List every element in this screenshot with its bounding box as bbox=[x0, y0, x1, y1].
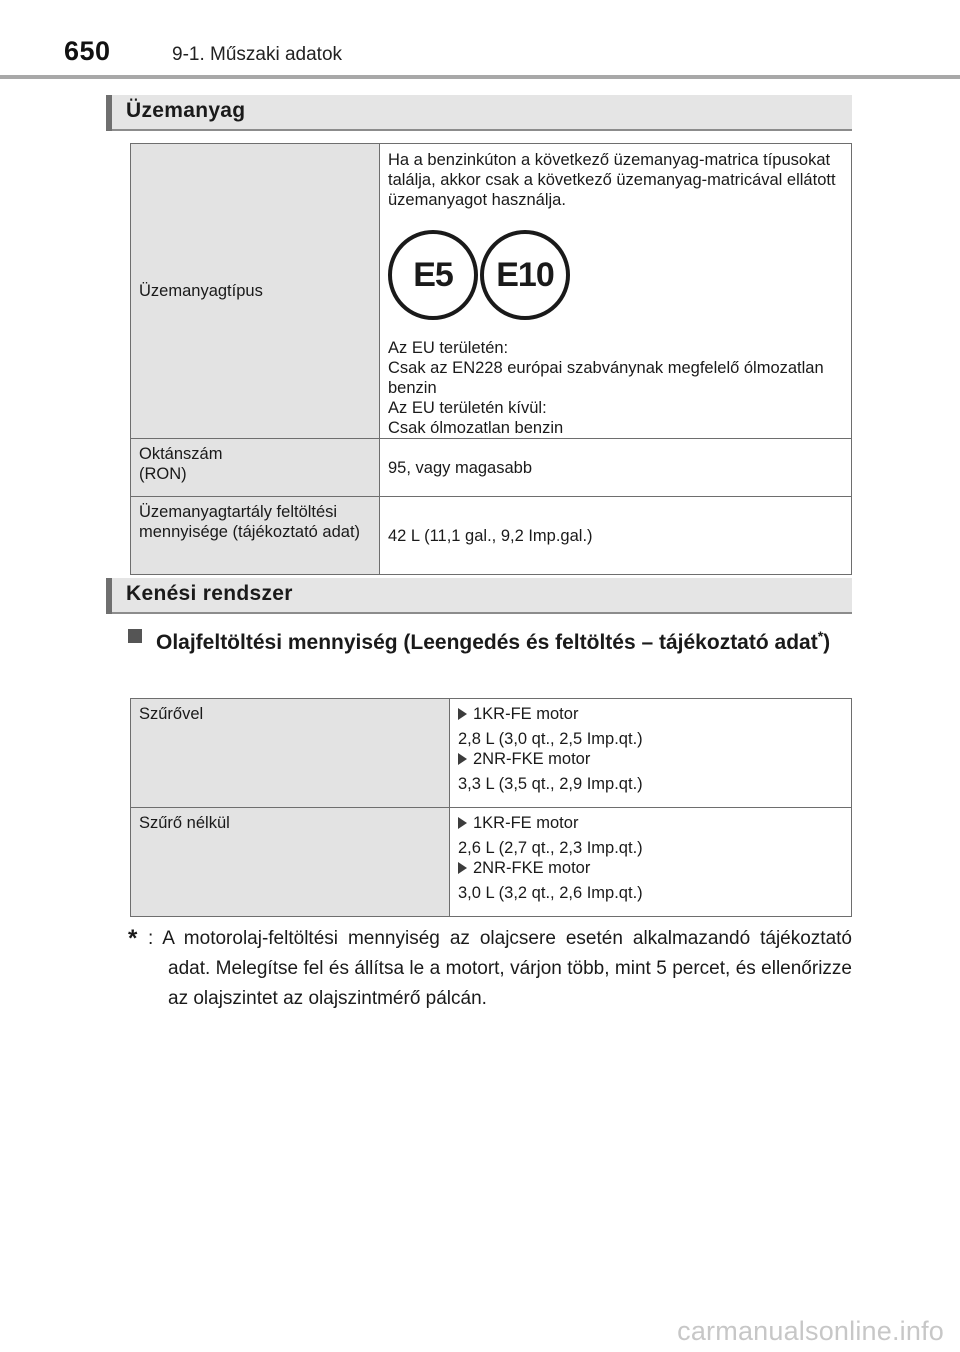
octane-value: 95, vagy magasabb bbox=[388, 458, 533, 477]
without-filter-label: Szűrő nélkül bbox=[139, 814, 230, 832]
tank-row bbox=[131, 497, 852, 575]
oil-capacity-title-end: ) bbox=[823, 631, 831, 654]
watermark: carmanualsonline.info bbox=[677, 1316, 944, 1346]
arrow-bullet-icon bbox=[458, 708, 467, 720]
page-number: 650 bbox=[64, 36, 111, 66]
fuel-label-circles bbox=[388, 230, 843, 320]
arrow-bullet-icon bbox=[458, 862, 467, 874]
arrow-bullet-icon bbox=[458, 817, 467, 829]
footnote-ref-mark: * bbox=[817, 628, 824, 644]
oil-capacity-title-text: Olajfeltöltési mennyiség (Leengedés és feltöltés – tájékoztató adat bbox=[156, 631, 818, 654]
octane-value-cell bbox=[380, 439, 852, 497]
fuel-type-row bbox=[131, 144, 852, 439]
oil-capacity-subheading bbox=[128, 620, 852, 659]
arrow-bullet-icon bbox=[458, 753, 467, 765]
engine-item bbox=[458, 704, 843, 724]
lubrication-heading: Kenési rendszer bbox=[126, 582, 293, 605]
engine-capacity: 3,0 L (3,2 qt., 2,6 Imp.qt.) bbox=[458, 884, 643, 902]
tank-label: Üzemanyagtartály feltöltési mennyisége (tájékoztató adat) bbox=[139, 503, 361, 541]
fuel-type-value-cell bbox=[380, 144, 852, 439]
fuel-table bbox=[130, 143, 852, 575]
with-filter-label: Szűrővel bbox=[139, 705, 204, 723]
tank-label-cell bbox=[131, 497, 380, 575]
non-eu-heading: Az EU területén kívül: bbox=[388, 399, 547, 417]
header-rule bbox=[0, 75, 960, 79]
octane-label-line1: Oktánszám bbox=[139, 445, 223, 463]
engine-capacity: 2,8 L (3,0 qt., 2,5 Imp.qt.) bbox=[458, 730, 643, 748]
tank-value: 42 L (11,1 gal., 9,2 Imp.gal.) bbox=[388, 526, 593, 545]
engine-item bbox=[458, 858, 843, 878]
engine-name: 2NR-FKE motor bbox=[473, 750, 591, 768]
tank-value-cell bbox=[380, 497, 852, 575]
eu-heading: Az EU területén: bbox=[388, 339, 509, 357]
non-eu-text: Csak ólmozatlan benzin bbox=[388, 419, 564, 437]
fuel-heading: Üzemanyag bbox=[126, 99, 246, 122]
engine-item bbox=[458, 813, 843, 833]
eu-text: Csak az EN228 európai szabványnak megfelelő ólmozatlan benzin bbox=[388, 359, 824, 397]
engine-capacity: 3,3 L (3,5 qt., 2,9 Imp.qt.) bbox=[458, 775, 643, 793]
fuel-label-intro: Ha a benzinkúton a következő üzemanyag-matrica típusokat találja, akkor csak a következő üzemanyag-matricával ellátott üzemanyagot használja. bbox=[388, 151, 836, 209]
fuel-type-label-cell bbox=[131, 144, 380, 439]
with-filter-value-cell bbox=[450, 699, 852, 808]
oil-row-with-filter bbox=[131, 699, 852, 808]
without-filter-label-cell bbox=[131, 808, 450, 917]
oil-capacity-title bbox=[128, 620, 852, 659]
engine-name: 2NR-FKE motor bbox=[473, 859, 591, 877]
footnote-mark: * bbox=[128, 925, 138, 952]
without-filter-value-cell bbox=[450, 808, 852, 917]
section-title: 9-1. Műszaki adatok bbox=[172, 44, 343, 65]
engine-item bbox=[458, 749, 843, 769]
footnote bbox=[128, 924, 852, 1014]
oil-row-without-filter bbox=[131, 808, 852, 917]
e5-fuel-label: E5 bbox=[388, 230, 478, 320]
footnote-text: : A motorolaj-feltöltési mennyiség az olajcsere esetén alkalmazandó tájékoztató adat. Melegítse fel és állítsa le a motort, várjon több, mint 5 percet, és ellenőrizze az olajszintet az olajszintmérő pálcán. bbox=[148, 928, 852, 1009]
with-filter-label-cell bbox=[131, 699, 450, 808]
engine-capacity: 2,6 L (2,7 qt., 2,3 Imp.qt.) bbox=[458, 839, 643, 857]
e10-fuel-label: E10 bbox=[480, 230, 570, 320]
engine-name: 1KR-FE motor bbox=[473, 814, 579, 832]
fuel-type-label: Üzemanyagtípus bbox=[139, 282, 263, 300]
square-bullet-icon bbox=[128, 629, 142, 643]
fuel-heading-bar bbox=[106, 95, 852, 131]
octane-label-cell bbox=[131, 439, 380, 497]
oil-table bbox=[130, 698, 852, 917]
octane-label-line2: (RON) bbox=[139, 465, 187, 483]
octane-row bbox=[131, 439, 852, 497]
engine-name: 1KR-FE motor bbox=[473, 705, 579, 723]
lubrication-heading-bar bbox=[106, 578, 852, 614]
